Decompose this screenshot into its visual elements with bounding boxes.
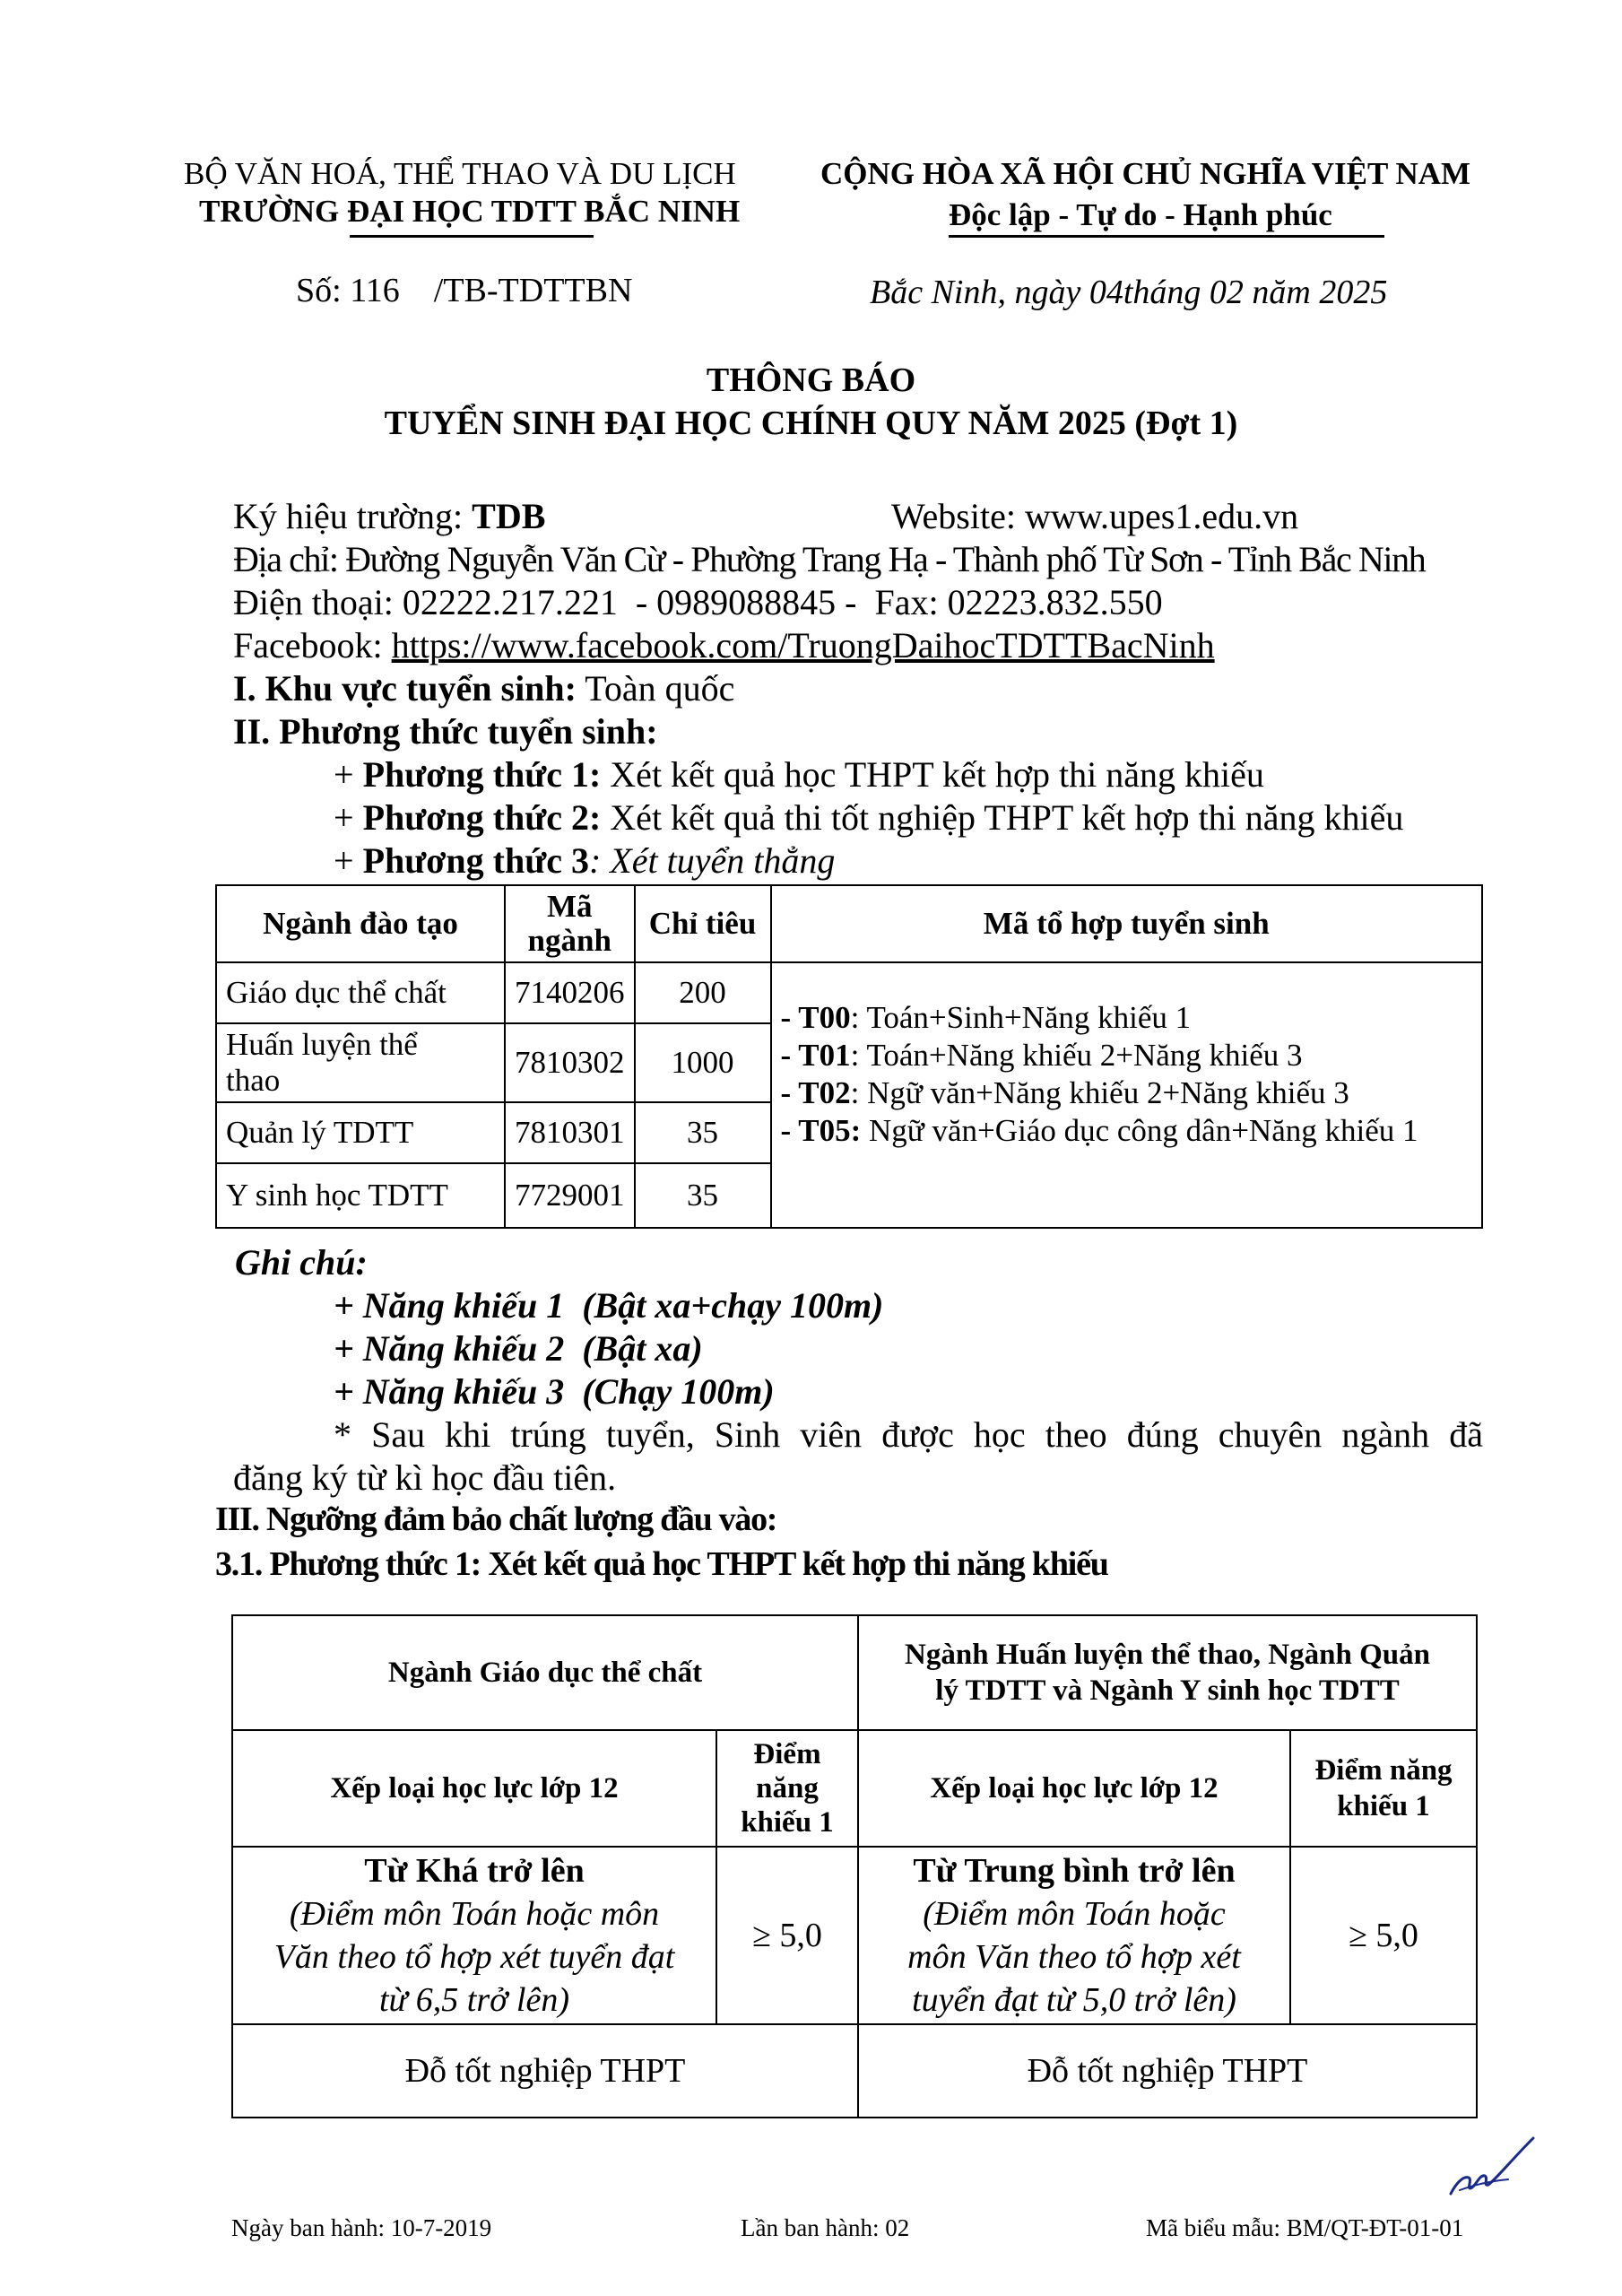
col-grade-left: Xếp loại học lực lớp 12 — [232, 1730, 716, 1847]
left-grade-cell — [232, 1847, 716, 2024]
doc-number: Số: 116 /TB-TDTTBN — [296, 272, 633, 309]
combos-cell — [771, 962, 1483, 1228]
school-name: TRƯỜNG ĐẠI HỌC TDTT BẮC NINH — [199, 194, 741, 229]
school-code-line — [233, 495, 545, 538]
place-date: Bắc Ninh, ngày 04tháng 02 năm 2025 — [870, 274, 1388, 311]
right-grade-note: môn Văn theo tổ hợp xét — [907, 1938, 1241, 1976]
facebook-link[interactable]: https://www.facebook.com/TruongDaihocTDTTBacNinh — [391, 625, 1215, 665]
facebook-label: Facebook: — [233, 625, 392, 665]
col-score-line: Điểm năng — [1314, 1754, 1453, 1787]
footer-issue-no: Lần ban hành: 02 — [741, 2214, 910, 2241]
table-row-quota: 35 — [635, 1163, 771, 1228]
group-right-line: Ngành Huấn luyện thể thao, Ngành Quản — [905, 1639, 1430, 1671]
section-2-label: II. Phương thức tuyển sinh: — [233, 711, 658, 752]
threshold-table — [231, 1614, 1478, 2118]
table-row-program: Y sinh học TDTT — [216, 1163, 505, 1228]
method-2-desc: Xét kết quả thi tốt nghiệp THPT kết hợp thi năng khiếu — [601, 797, 1404, 838]
footer-form-code: Mã biểu mẫu: BM/QT-ĐT-01-01 — [1146, 2214, 1464, 2241]
right-score-cell: ≥ 5,0 — [1290, 1847, 1477, 2024]
col-score-left — [716, 1730, 858, 1847]
method-2 — [334, 796, 1403, 839]
th-quota: Chỉ tiêu — [635, 885, 771, 962]
school-name-underline — [350, 235, 594, 238]
col-score-line: khiếu 1 — [741, 1806, 834, 1839]
left-grade-title: Từ Khá trở lên — [364, 1852, 585, 1890]
section-1 — [233, 667, 734, 710]
facebook-line — [233, 624, 1215, 667]
method-3 — [334, 839, 835, 883]
table-row-code: 7810302 — [505, 1023, 635, 1102]
right-grade-cell — [858, 1847, 1290, 2024]
address: Địa chỉ: Đường Nguyễn Văn Cừ - Phường Trang Hạ - Thành phố Từ Sơn - Tỉnh Bắc Ninh — [233, 539, 1426, 579]
combo-item — [781, 1074, 1473, 1112]
left-grade-note: từ 6,5 trở lên) — [379, 1981, 569, 2019]
country-name: CỘNG HÒA XÃ HỘI CHỦ NGHĨA VIỆT NAM — [820, 156, 1471, 191]
table-row-code: 7729001 — [505, 1163, 635, 1228]
col-score-line: năng — [756, 1772, 819, 1805]
left-grade-note: Văn theo tổ hợp xét tuyển đạt — [273, 1938, 675, 1976]
note-paragraph-2: đăng ký từ kì học đầu tiên. — [233, 1457, 617, 1498]
motto-underline — [949, 235, 1384, 238]
program-name: Huấn luyện thể thao — [226, 1027, 418, 1098]
combo-desc: : Toán+Năng khiếu 2+Năng khiếu 3 — [850, 1038, 1303, 1073]
signature-initial — [1444, 2133, 1542, 2205]
section-1-value: Toàn quốc — [577, 668, 735, 709]
left-grade-note: (Điểm môn Toán hoặc môn — [289, 1895, 660, 1933]
programs-table — [215, 884, 1483, 1229]
method-1-desc: Xét kết quả học THPT kết hợp thi năng khiếu — [601, 754, 1264, 795]
table-row-code: 7810301 — [505, 1102, 635, 1163]
combo-desc: : Toán+Sinh+Năng khiếu 1 — [850, 1000, 1192, 1035]
footer-issue-date: Ngày ban hành: 10-7-2019 — [231, 2214, 492, 2241]
left-footer-cell: Đỗ tốt nghiệp THPT — [232, 2024, 858, 2118]
section-3-label: III. Ngưỡng đảm bảo chất lượng đầu vào: — [215, 1500, 777, 1538]
section-1-label: I. Khu vực tuyển sinh: — [233, 668, 577, 709]
group-right-line: lý TDTT và Ngành Y sinh học TDTT — [935, 1674, 1400, 1707]
th-program: Ngành đào tạo — [216, 885, 505, 962]
table-row-program: Giáo dục thể chất — [216, 962, 505, 1023]
th-combos: Mã tổ hợp tuyển sinh — [771, 885, 1483, 962]
note-item-3: + Năng khiếu 3 (Chạy 100m) — [334, 1371, 775, 1412]
combo-desc: : Ngữ văn+Năng khiếu 2+Năng khiếu 3 — [850, 1075, 1349, 1110]
right-footer-cell: Đỗ tốt nghiệp THPT — [858, 2024, 1477, 2118]
table-row-program: Quản lý TDTT — [216, 1102, 505, 1163]
combo-code: - T05: — [780, 1113, 862, 1148]
table-row-program — [216, 1023, 505, 1102]
left-score-cell: ≥ 5,0 — [716, 1847, 858, 2024]
combo-item — [781, 999, 1473, 1037]
note-paragraph-1: * Sau khi trúng tuyển, Sinh viên được học theo đúng chuyên ngành đã — [334, 1414, 1483, 1455]
col-score-right — [1290, 1730, 1477, 1847]
website: Website: www.upes1.edu.vn — [891, 496, 1299, 536]
col-score-line: khiếu 1 — [1337, 1790, 1430, 1822]
method-3-desc: : Xét tuyển thẳng — [588, 840, 836, 881]
method-2-prefix: + — [334, 797, 363, 838]
combo-item — [781, 1112, 1473, 1150]
notice-subtitle: TUYỂN SINH ĐẠI HỌC CHÍNH QUY NĂM 2025 (Đợt 1) — [384, 404, 1238, 442]
note-item-2: + Năng khiếu 2 (Bật xa) — [334, 1328, 703, 1369]
table-row-code: 7140206 — [505, 962, 635, 1023]
combo-item — [781, 1037, 1473, 1074]
method-3-prefix: + — [334, 840, 363, 881]
combo-code: - T00 — [780, 1000, 851, 1035]
ministry-name: BỘ VĂN HOÁ, THỂ THAO VÀ DU LỊCH — [184, 156, 736, 191]
method-1-name: Phương thức 1: — [362, 754, 602, 795]
notice-title: THÔNG BÁO — [706, 361, 916, 399]
section-3-1-label: 3.1. Phương thức 1: Xét kết quả học THPT kết hợp thi năng khiếu — [215, 1545, 1108, 1583]
col-score-line: Điểm — [753, 1738, 821, 1770]
table-row-quota: 1000 — [635, 1023, 771, 1102]
th-code: Mã ngành — [505, 885, 635, 962]
group-right-header — [858, 1615, 1477, 1730]
table-row-quota: 200 — [635, 962, 771, 1023]
note-item-1: + Năng khiếu 1 (Bật xa+chạy 100m) — [334, 1285, 884, 1326]
school-code: TDB — [472, 496, 546, 536]
school-code-label: Ký hiệu trường: — [233, 496, 473, 536]
right-grade-note: (Điểm môn Toán hoặc — [923, 1895, 1226, 1933]
table-row-quota: 35 — [635, 1102, 771, 1163]
method-3-name: Phương thức 3 — [362, 840, 589, 881]
combo-code: - T02 — [780, 1075, 851, 1110]
motto: Độc lập - Tự do - Hạnh phúc — [949, 197, 1332, 232]
combo-code: - T01 — [780, 1038, 851, 1073]
method-2-name: Phương thức 2: — [362, 797, 602, 838]
notes-label: Ghi chú: — [235, 1242, 368, 1283]
method-1-prefix: + — [334, 754, 363, 795]
right-grade-note: tuyển đạt từ 5,0 trở lên) — [912, 1981, 1236, 2019]
combo-desc: Ngữ văn+Giáo dục công dân+Năng khiếu 1 — [861, 1113, 1418, 1148]
group-left-header: Ngành Giáo dục thể chất — [232, 1615, 858, 1730]
col-grade-right: Xếp loại học lực lớp 12 — [858, 1730, 1290, 1847]
method-1 — [334, 753, 1264, 796]
phone: Điện thoại: 02222.217.221 - 0989088845 - Fax: 02223.832.550 — [233, 582, 1163, 622]
right-grade-title: Từ Trung bình trở lên — [913, 1852, 1236, 1890]
